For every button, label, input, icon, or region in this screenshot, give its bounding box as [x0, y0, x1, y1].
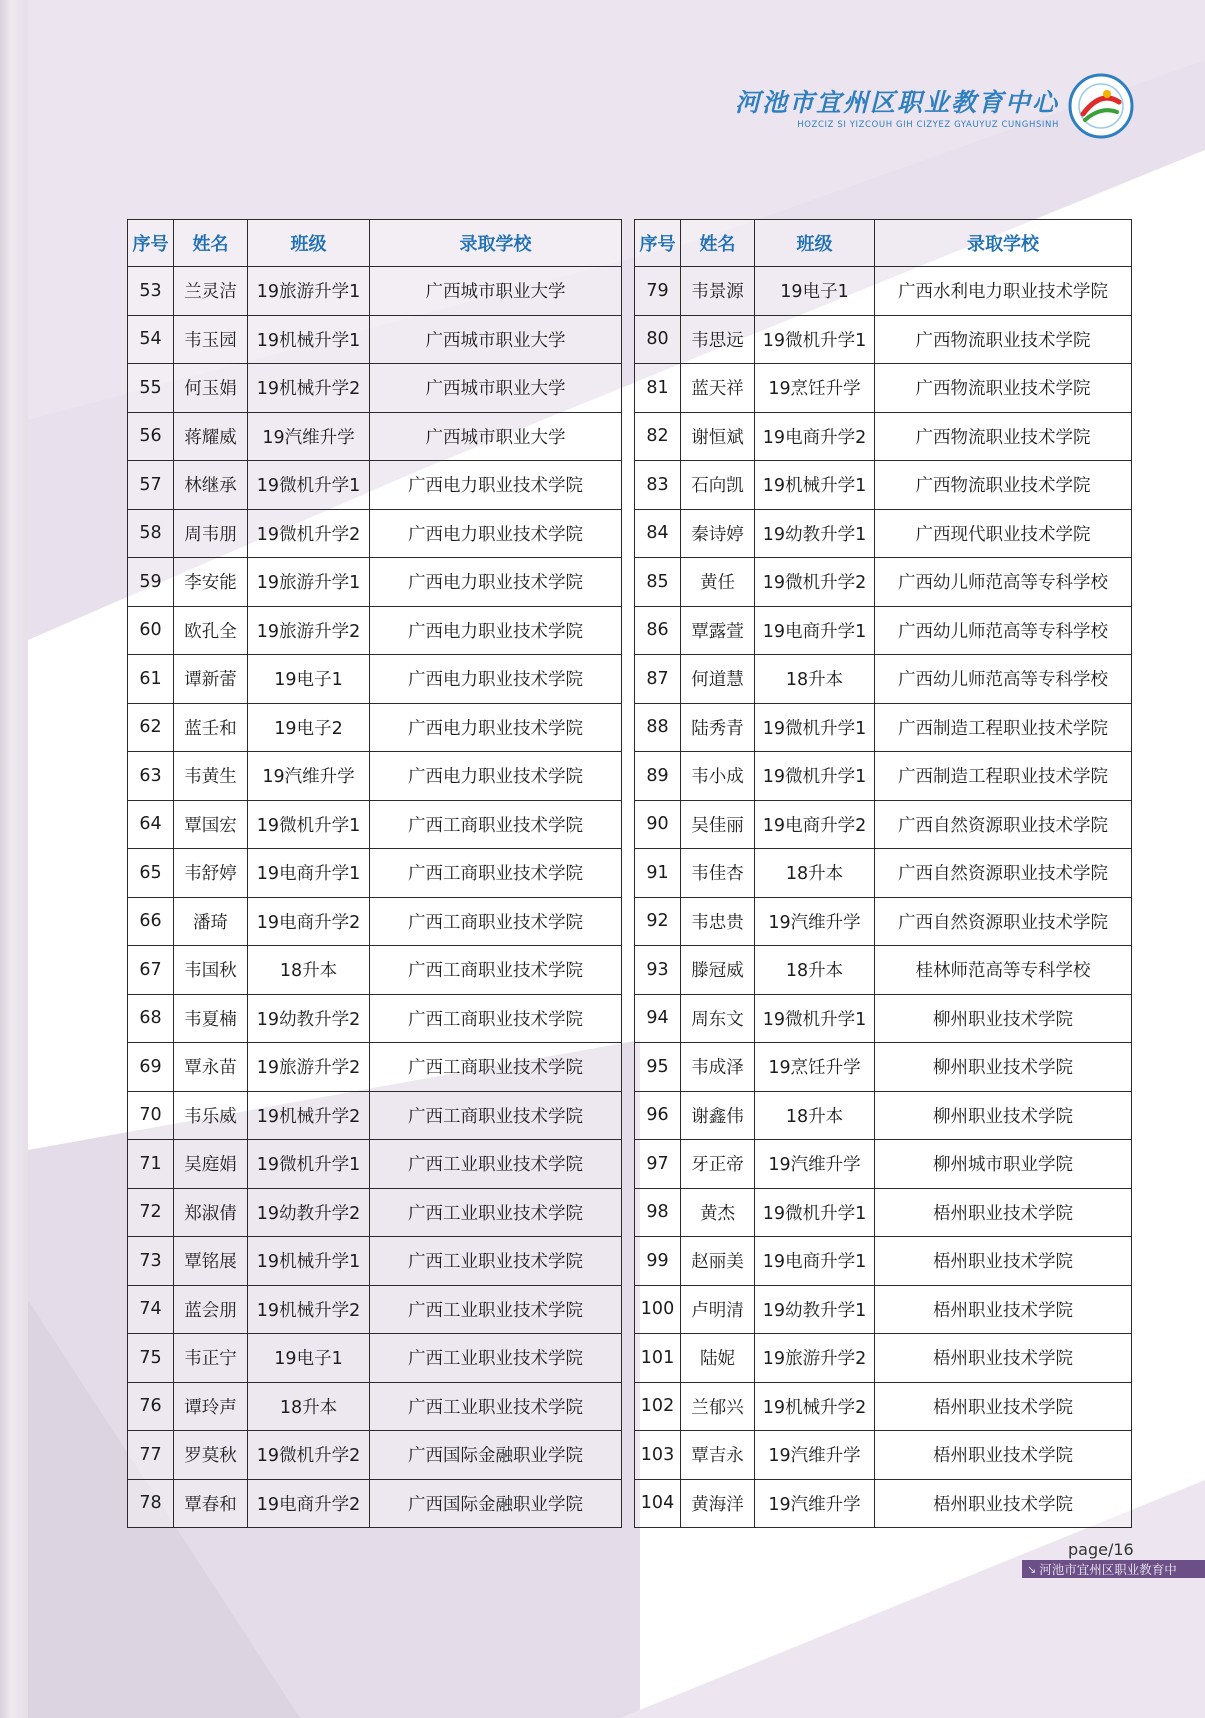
table-row — [635, 1431, 1132, 1480]
cell-school: 广西工业职业技术学院 — [370, 1140, 622, 1189]
cell-school: 广西现代职业技术学院 — [875, 509, 1132, 558]
footer-band — [1022, 1560, 1205, 1578]
cell-class: 19电商升学2 — [755, 800, 875, 849]
cell-number: 72 — [128, 1188, 174, 1237]
table-row — [128, 752, 622, 801]
cell-number: 86 — [635, 606, 681, 655]
cell-student-name: 李安能 — [174, 558, 248, 607]
cell-class: 19汽维升学 — [755, 1431, 875, 1480]
cell-student-name: 韦乐威 — [174, 1091, 248, 1140]
col-header-number: 序号 — [128, 220, 174, 267]
table-row — [128, 364, 622, 413]
cell-number: 81 — [635, 364, 681, 413]
table-row — [128, 897, 622, 946]
cell-number: 66 — [128, 897, 174, 946]
table-row — [635, 1382, 1132, 1431]
cell-school: 广西城市职业大学 — [370, 315, 622, 364]
table-row — [635, 897, 1132, 946]
cell-school: 柳州城市职业学院 — [875, 1140, 1132, 1189]
cell-school: 广西国际金融职业学院 — [370, 1479, 622, 1528]
cell-student-name: 覃露萱 — [681, 606, 755, 655]
cell-school: 广西水利电力职业技术学院 — [875, 267, 1132, 316]
cell-number: 71 — [128, 1140, 174, 1189]
cell-number: 90 — [635, 800, 681, 849]
cell-student-name: 韦黄生 — [174, 752, 248, 801]
table-row — [635, 412, 1132, 461]
col-header-class: 班级 — [755, 220, 875, 267]
table-row — [128, 849, 622, 898]
table-row — [635, 994, 1132, 1043]
cell-number: 56 — [128, 412, 174, 461]
cell-student-name: 兰郁兴 — [681, 1382, 755, 1431]
cell-student-name: 黄杰 — [681, 1188, 755, 1237]
cell-number: 58 — [128, 509, 174, 558]
cell-number: 67 — [128, 946, 174, 995]
cell-number: 95 — [635, 1043, 681, 1092]
cell-number: 65 — [128, 849, 174, 898]
cell-student-name: 潘琦 — [174, 897, 248, 946]
table-row — [635, 509, 1132, 558]
cell-class: 19电子1 — [248, 1334, 370, 1383]
cell-number: 53 — [128, 267, 174, 316]
cell-student-name: 周东文 — [681, 994, 755, 1043]
cell-class: 19汽维升学 — [248, 412, 370, 461]
cell-school: 广西幼儿师范高等专科学校 — [875, 655, 1132, 704]
cell-number: 91 — [635, 849, 681, 898]
cell-class: 19电商升学1 — [755, 1237, 875, 1286]
admission-table-right — [634, 219, 1132, 1528]
cell-student-name: 陆秀青 — [681, 703, 755, 752]
cell-class: 19微机升学1 — [755, 752, 875, 801]
cell-class: 18升本 — [755, 655, 875, 704]
table-row — [635, 1140, 1132, 1189]
table-row — [635, 606, 1132, 655]
cell-student-name: 陆妮 — [681, 1334, 755, 1383]
cell-number: 60 — [128, 606, 174, 655]
cell-school: 广西物流职业技术学院 — [875, 315, 1132, 364]
cell-class: 19汽维升学 — [755, 1140, 875, 1189]
table-row — [635, 267, 1132, 316]
cell-school: 广西制造工程职业技术学院 — [875, 703, 1132, 752]
cell-school: 广西工商职业技术学院 — [370, 1091, 622, 1140]
cell-number: 83 — [635, 461, 681, 510]
cell-student-name: 周韦朋 — [174, 509, 248, 558]
cell-student-name: 卢明清 — [681, 1285, 755, 1334]
cell-number: 55 — [128, 364, 174, 413]
cell-student-name: 覃国宏 — [174, 800, 248, 849]
cell-student-name: 韦夏楠 — [174, 994, 248, 1043]
cell-class: 19机械升学2 — [248, 364, 370, 413]
table-row — [128, 412, 622, 461]
cell-number: 73 — [128, 1237, 174, 1286]
table-row — [635, 364, 1132, 413]
cell-student-name: 秦诗婷 — [681, 509, 755, 558]
cell-student-name: 韦景源 — [681, 267, 755, 316]
cell-student-name: 何道慧 — [681, 655, 755, 704]
cell-school: 广西自然资源职业技术学院 — [875, 800, 1132, 849]
cell-number: 89 — [635, 752, 681, 801]
arrow-icon: ↘ — [1027, 1562, 1037, 1576]
cell-number: 78 — [128, 1479, 174, 1528]
cell-class: 19微机升学1 — [248, 800, 370, 849]
cell-school: 广西物流职业技术学院 — [875, 461, 1132, 510]
cell-class: 19电商升学2 — [248, 1479, 370, 1528]
table-row — [128, 315, 622, 364]
cell-student-name: 赵丽美 — [681, 1237, 755, 1286]
col-header-name: 姓名 — [174, 220, 248, 267]
cell-class: 19旅游升学1 — [248, 267, 370, 316]
table-row — [635, 1188, 1132, 1237]
cell-school: 广西幼儿师范高等专科学校 — [875, 606, 1132, 655]
cell-number: 54 — [128, 315, 174, 364]
cell-class: 19烹饪升学 — [755, 1043, 875, 1092]
cell-number: 64 — [128, 800, 174, 849]
cell-school: 广西制造工程职业技术学院 — [875, 752, 1132, 801]
table-row — [635, 849, 1132, 898]
cell-student-name: 林继承 — [174, 461, 248, 510]
cell-class: 19机械升学1 — [248, 315, 370, 364]
cell-student-name: 谢恒斌 — [681, 412, 755, 461]
cell-class: 19幼教升学2 — [248, 1188, 370, 1237]
cell-class: 19幼教升学1 — [755, 1285, 875, 1334]
cell-school: 广西工商职业技术学院 — [370, 897, 622, 946]
cell-class: 19微机升学1 — [248, 1140, 370, 1189]
school-subtitle: HOZCIZ SI YIZCOUH GIH CIZYEZ GYAUYUZ CUNGHSINH — [797, 119, 1059, 130]
col-header-school: 录取学校 — [370, 220, 622, 267]
cell-student-name: 谭新蕾 — [174, 655, 248, 704]
cell-class: 19电商升学1 — [755, 606, 875, 655]
cell-class: 19电商升学2 — [248, 897, 370, 946]
cell-school: 广西物流职业技术学院 — [875, 364, 1132, 413]
cell-class: 19微机升学1 — [248, 461, 370, 510]
cell-school: 广西自然资源职业技术学院 — [875, 897, 1132, 946]
cell-school: 广西工业职业技术学院 — [370, 1237, 622, 1286]
cell-student-name: 韦小成 — [681, 752, 755, 801]
table-header-row — [128, 220, 622, 267]
table-row — [128, 703, 622, 752]
cell-class: 19微机升学1 — [755, 1188, 875, 1237]
cell-school: 梧州职业技术学院 — [875, 1431, 1132, 1480]
cell-student-name: 牙正帝 — [681, 1140, 755, 1189]
table-row — [128, 800, 622, 849]
table-row — [635, 461, 1132, 510]
cell-school: 广西工商职业技术学院 — [370, 946, 622, 995]
table-row — [635, 1334, 1132, 1383]
cell-class: 19汽维升学 — [248, 752, 370, 801]
cell-number: 93 — [635, 946, 681, 995]
cell-class: 19旅游升学2 — [248, 606, 370, 655]
cell-class: 19机械升学1 — [755, 461, 875, 510]
cell-school: 广西工商职业技术学院 — [370, 1043, 622, 1092]
table-row — [635, 752, 1132, 801]
cell-school: 广西电力职业技术学院 — [370, 752, 622, 801]
table-row — [635, 655, 1132, 704]
cell-class: 19微机升学1 — [755, 994, 875, 1043]
cell-school: 广西幼儿师范高等专科学校 — [875, 558, 1132, 607]
table-row — [128, 655, 622, 704]
cell-school: 广西工商职业技术学院 — [370, 994, 622, 1043]
cell-student-name: 滕冠威 — [681, 946, 755, 995]
book-binding-edge — [0, 0, 28, 1718]
cell-student-name: 覃铭展 — [174, 1237, 248, 1286]
cell-class: 19微机升学2 — [248, 1431, 370, 1480]
cell-number: 80 — [635, 315, 681, 364]
cell-student-name: 黄海洋 — [681, 1479, 755, 1528]
cell-student-name: 欧孔全 — [174, 606, 248, 655]
cell-class: 19电商升学1 — [248, 849, 370, 898]
cell-school: 柳州职业技术学院 — [875, 994, 1132, 1043]
cell-class: 19机械升学2 — [755, 1382, 875, 1431]
cell-class: 19烹饪升学 — [755, 364, 875, 413]
cell-class: 19汽维升学 — [755, 897, 875, 946]
table-row — [128, 1285, 622, 1334]
cell-number: 74 — [128, 1285, 174, 1334]
cell-class: 19电商升学2 — [755, 412, 875, 461]
school-title: 河池市宜州区职业教育中心 — [734, 87, 1059, 117]
cell-school: 广西电力职业技术学院 — [370, 606, 622, 655]
cell-number: 63 — [128, 752, 174, 801]
table-row — [635, 1479, 1132, 1528]
table-row — [128, 509, 622, 558]
table-body-left — [128, 267, 622, 1528]
cell-school: 梧州职业技术学院 — [875, 1334, 1132, 1383]
cell-number: 103 — [635, 1431, 681, 1480]
cell-number: 84 — [635, 509, 681, 558]
cell-school: 广西自然资源职业技术学院 — [875, 849, 1132, 898]
cell-class: 19旅游升学1 — [248, 558, 370, 607]
cell-number: 57 — [128, 461, 174, 510]
table-row — [128, 461, 622, 510]
cell-class: 19旅游升学2 — [248, 1043, 370, 1092]
cell-school: 广西物流职业技术学院 — [875, 412, 1132, 461]
cell-class: 19汽维升学 — [755, 1479, 875, 1528]
cell-number: 61 — [128, 655, 174, 704]
cell-student-name: 蓝壬和 — [174, 703, 248, 752]
cell-student-name: 覃吉永 — [681, 1431, 755, 1480]
cell-school: 广西城市职业大学 — [370, 412, 622, 461]
footer-band-text: 河池市宜州区职业教育中 — [1039, 1562, 1177, 1577]
cell-class: 18升本 — [248, 946, 370, 995]
cell-number: 62 — [128, 703, 174, 752]
cell-number: 82 — [635, 412, 681, 461]
cell-class: 19电子1 — [248, 655, 370, 704]
table-row — [128, 1382, 622, 1431]
col-header-number: 序号 — [635, 220, 681, 267]
cell-school: 广西国际金融职业学院 — [370, 1431, 622, 1480]
cell-school: 梧州职业技术学院 — [875, 1382, 1132, 1431]
cell-student-name: 何玉娟 — [174, 364, 248, 413]
cell-student-name: 覃春和 — [174, 1479, 248, 1528]
cell-number: 68 — [128, 994, 174, 1043]
table-row — [635, 946, 1132, 995]
cell-class: 18升本 — [248, 1382, 370, 1431]
cell-number: 102 — [635, 1382, 681, 1431]
cell-student-name: 韦玉园 — [174, 315, 248, 364]
cell-number: 79 — [635, 267, 681, 316]
cell-number: 97 — [635, 1140, 681, 1189]
cell-student-name: 兰灵洁 — [174, 267, 248, 316]
cell-school: 柳州职业技术学院 — [875, 1043, 1132, 1092]
table-row — [128, 267, 622, 316]
cell-class: 19幼教升学2 — [248, 994, 370, 1043]
cell-class: 18升本 — [755, 849, 875, 898]
cell-class: 18升本 — [755, 946, 875, 995]
cell-student-name: 韦思远 — [681, 315, 755, 364]
cell-school: 梧州职业技术学院 — [875, 1285, 1132, 1334]
cell-school: 广西城市职业大学 — [370, 364, 622, 413]
table-row — [635, 558, 1132, 607]
cell-class: 19电子1 — [755, 267, 875, 316]
cell-class: 19机械升学1 — [248, 1237, 370, 1286]
cell-student-name: 罗莫秋 — [174, 1431, 248, 1480]
cell-number: 85 — [635, 558, 681, 607]
cell-school: 广西工业职业技术学院 — [370, 1382, 622, 1431]
table-row — [635, 1043, 1132, 1092]
table-row — [635, 1091, 1132, 1140]
cell-number: 96 — [635, 1091, 681, 1140]
table-row — [635, 800, 1132, 849]
table-row — [635, 1285, 1132, 1334]
table-row — [128, 1043, 622, 1092]
cell-number: 87 — [635, 655, 681, 704]
cell-class: 19旅游升学2 — [755, 1334, 875, 1383]
cell-number: 94 — [635, 994, 681, 1043]
cell-class: 18升本 — [755, 1091, 875, 1140]
cell-school: 广西电力职业技术学院 — [370, 558, 622, 607]
cell-student-name: 黄任 — [681, 558, 755, 607]
cell-number: 92 — [635, 897, 681, 946]
table-row — [128, 1188, 622, 1237]
table-row — [635, 315, 1132, 364]
cell-number: 100 — [635, 1285, 681, 1334]
cell-school: 广西电力职业技术学院 — [370, 655, 622, 704]
cell-school: 广西电力职业技术学院 — [370, 461, 622, 510]
cell-number: 77 — [128, 1431, 174, 1480]
table-row — [128, 1091, 622, 1140]
table-row — [128, 1431, 622, 1480]
cell-student-name: 韦国秋 — [174, 946, 248, 995]
page-number: page/16 — [1068, 1540, 1134, 1559]
cell-student-name: 吴庭娟 — [174, 1140, 248, 1189]
cell-student-name: 韦忠贵 — [681, 897, 755, 946]
table-header-row — [635, 220, 1132, 267]
cell-student-name: 蓝会朋 — [174, 1285, 248, 1334]
cell-class: 19微机升学1 — [755, 315, 875, 364]
header-text-block — [735, 83, 1059, 130]
col-header-class: 班级 — [248, 220, 370, 267]
cell-student-name: 韦佳杏 — [681, 849, 755, 898]
cell-school: 广西工业职业技术学院 — [370, 1188, 622, 1237]
cell-student-name: 韦成泽 — [681, 1043, 755, 1092]
cell-school: 梧州职业技术学院 — [875, 1479, 1132, 1528]
cell-number: 99 — [635, 1237, 681, 1286]
cell-number: 76 — [128, 1382, 174, 1431]
cell-student-name: 韦舒婷 — [174, 849, 248, 898]
cell-student-name: 覃永苗 — [174, 1043, 248, 1092]
table-row — [128, 1479, 622, 1528]
cell-number: 59 — [128, 558, 174, 607]
cell-student-name: 谢鑫伟 — [681, 1091, 755, 1140]
cell-school: 桂林师范高等专科学校 — [875, 946, 1132, 995]
table-row — [128, 946, 622, 995]
cell-school: 广西工业职业技术学院 — [370, 1285, 622, 1334]
cell-student-name: 蓝天祥 — [681, 364, 755, 413]
cell-school: 广西城市职业大学 — [370, 267, 622, 316]
table-row — [128, 606, 622, 655]
cell-number: 98 — [635, 1188, 681, 1237]
table-row — [128, 1237, 622, 1286]
cell-number: 104 — [635, 1479, 681, 1528]
cell-school: 广西工商职业技术学院 — [370, 800, 622, 849]
cell-school: 梧州职业技术学院 — [875, 1188, 1132, 1237]
cell-class: 19微机升学1 — [755, 703, 875, 752]
school-logo-icon — [1067, 72, 1135, 140]
table-body-right — [635, 267, 1132, 1528]
cell-class: 19机械升学2 — [248, 1285, 370, 1334]
col-header-name: 姓名 — [681, 220, 755, 267]
table-row — [635, 703, 1132, 752]
cell-class: 19幼教升学1 — [755, 509, 875, 558]
cell-number: 75 — [128, 1334, 174, 1383]
admission-table-left — [127, 219, 622, 1528]
cell-number: 101 — [635, 1334, 681, 1383]
cell-school: 梧州职业技术学院 — [875, 1237, 1132, 1286]
cell-student-name: 郑淑倩 — [174, 1188, 248, 1237]
table-row — [128, 994, 622, 1043]
cell-student-name: 蒋耀威 — [174, 412, 248, 461]
cell-class: 19微机升学2 — [248, 509, 370, 558]
cell-student-name: 谭玲声 — [174, 1382, 248, 1431]
table-row — [635, 1237, 1132, 1286]
cell-number: 88 — [635, 703, 681, 752]
cell-school: 广西工业职业技术学院 — [370, 1334, 622, 1383]
cell-school: 柳州职业技术学院 — [875, 1091, 1132, 1140]
page-header — [735, 72, 1135, 140]
cell-school: 广西工商职业技术学院 — [370, 849, 622, 898]
cell-student-name: 石向凯 — [681, 461, 755, 510]
table-row — [128, 558, 622, 607]
cell-class: 19微机升学2 — [755, 558, 875, 607]
cell-student-name: 韦正宁 — [174, 1334, 248, 1383]
cell-student-name: 吴佳丽 — [681, 800, 755, 849]
cell-school: 广西电力职业技术学院 — [370, 509, 622, 558]
cell-number: 70 — [128, 1091, 174, 1140]
cell-number: 69 — [128, 1043, 174, 1092]
cell-school: 广西电力职业技术学院 — [370, 703, 622, 752]
cell-class: 19电子2 — [248, 703, 370, 752]
table-row — [128, 1140, 622, 1189]
col-header-school: 录取学校 — [875, 220, 1132, 267]
cell-class: 19机械升学2 — [248, 1091, 370, 1140]
table-row — [128, 1334, 622, 1383]
